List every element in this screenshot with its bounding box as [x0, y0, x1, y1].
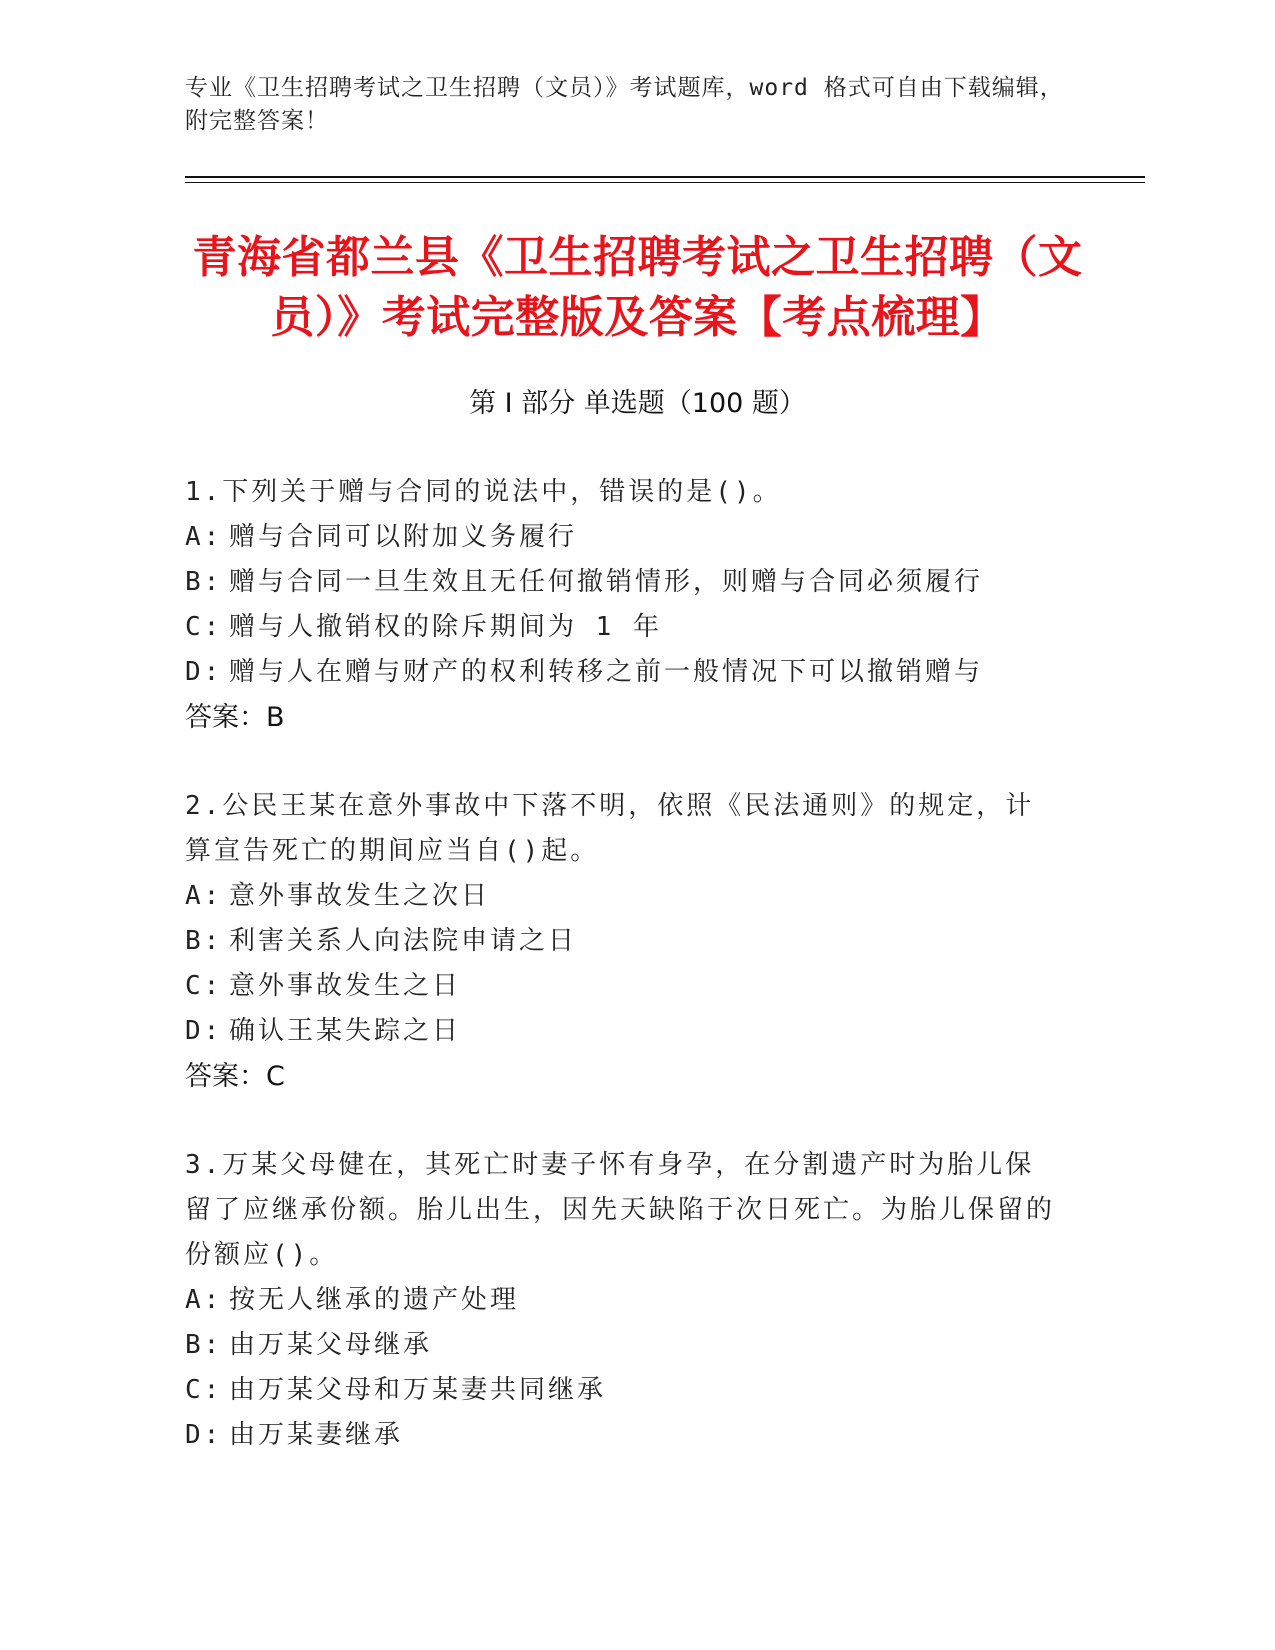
answer-prefix: 答案： — [185, 702, 266, 733]
option-text: 利害关系人向法院申请之日 — [229, 926, 578, 956]
header-rule-thin — [185, 182, 1145, 183]
option-b — [185, 560, 1055, 605]
option-key: A: — [185, 1285, 223, 1315]
option-text: 意外事故发生之次日 — [229, 881, 491, 911]
option-key: D: — [185, 1420, 223, 1450]
option-text: 意外事故发生之日 — [229, 971, 462, 1001]
option-c — [185, 605, 1055, 650]
question-2 — [185, 784, 1055, 1099]
option-key: D: — [185, 1016, 223, 1046]
option-text: 赠与人在赠与财产的权利转移之前一般情况下可以撤销赠与 — [229, 657, 984, 687]
option-key: B: — [185, 926, 223, 956]
question-list — [185, 470, 1055, 1502]
option-b — [185, 1323, 1055, 1368]
document-title: 青海省都兰县《卫生招聘考试之卫生招聘（文员）》考试完整版及答案【考点梳理】 — [192, 232, 1083, 343]
option-d — [185, 1009, 1055, 1054]
answer-line — [185, 1054, 1055, 1099]
answer-line — [185, 695, 1055, 740]
answer-prefix: 答案： — [185, 1061, 266, 1092]
answer-value: B — [266, 702, 285, 733]
option-a — [185, 1278, 1055, 1323]
question-stem: 1.下列关于赠与合同的说法中，错误的是()。 — [185, 477, 782, 507]
answer-value: C — [266, 1061, 285, 1092]
option-a — [185, 515, 1055, 560]
question-3 — [185, 1143, 1055, 1458]
option-key: A: — [185, 522, 223, 552]
option-text: 赠与合同一旦生效且无任何撤销情形，则赠与合同必须履行 — [229, 567, 984, 597]
header-rule-thick — [185, 176, 1145, 178]
option-key: A: — [185, 881, 223, 911]
option-key: C: — [185, 971, 223, 1001]
question-stem: 3.万某父母健在，其死亡时妻子怀有身孕，在分割遗产时为胎儿保留了应继承份额。胎儿出生，因先天缺陷于次日死亡。为胎儿保留的份额应()。 — [185, 1150, 1056, 1270]
option-key: C: — [185, 1375, 223, 1405]
option-text: 按无人继承的遗产处理 — [229, 1285, 520, 1315]
header-note: 专业《卫生招聘考试之卫生招聘（文员）》考试题库，word 格式可自由下载编辑，附完整答案！ — [185, 75, 1064, 134]
option-c — [185, 1368, 1055, 1413]
option-text: 由万某父母继承 — [229, 1330, 433, 1360]
option-d — [185, 1413, 1055, 1458]
question-stem: 2.公民王某在意外事故中下落不明，依照《民法通则》的规定，计算宣告死亡的期间应当自()起。 — [185, 791, 1035, 866]
option-text: 由万某父母和万某妻共同继承 — [229, 1375, 607, 1405]
option-key: B: — [185, 1330, 223, 1360]
option-a — [185, 874, 1055, 919]
question-1 — [185, 470, 1055, 740]
option-b — [185, 919, 1055, 964]
option-key: C: — [185, 612, 223, 642]
option-text: 由万某妻继承 — [229, 1420, 404, 1450]
option-d — [185, 650, 1055, 695]
option-c — [185, 964, 1055, 1009]
option-text: 赠与合同可以附加义务履行 — [229, 522, 578, 552]
option-key: D: — [185, 657, 223, 687]
option-text: 赠与人撤销权的除斥期间为 1 年 — [229, 612, 662, 642]
option-key: B: — [185, 567, 223, 597]
option-text: 确认王某失踪之日 — [229, 1016, 462, 1046]
section-heading: 第 I 部分 单选题（100 题） — [469, 388, 806, 419]
